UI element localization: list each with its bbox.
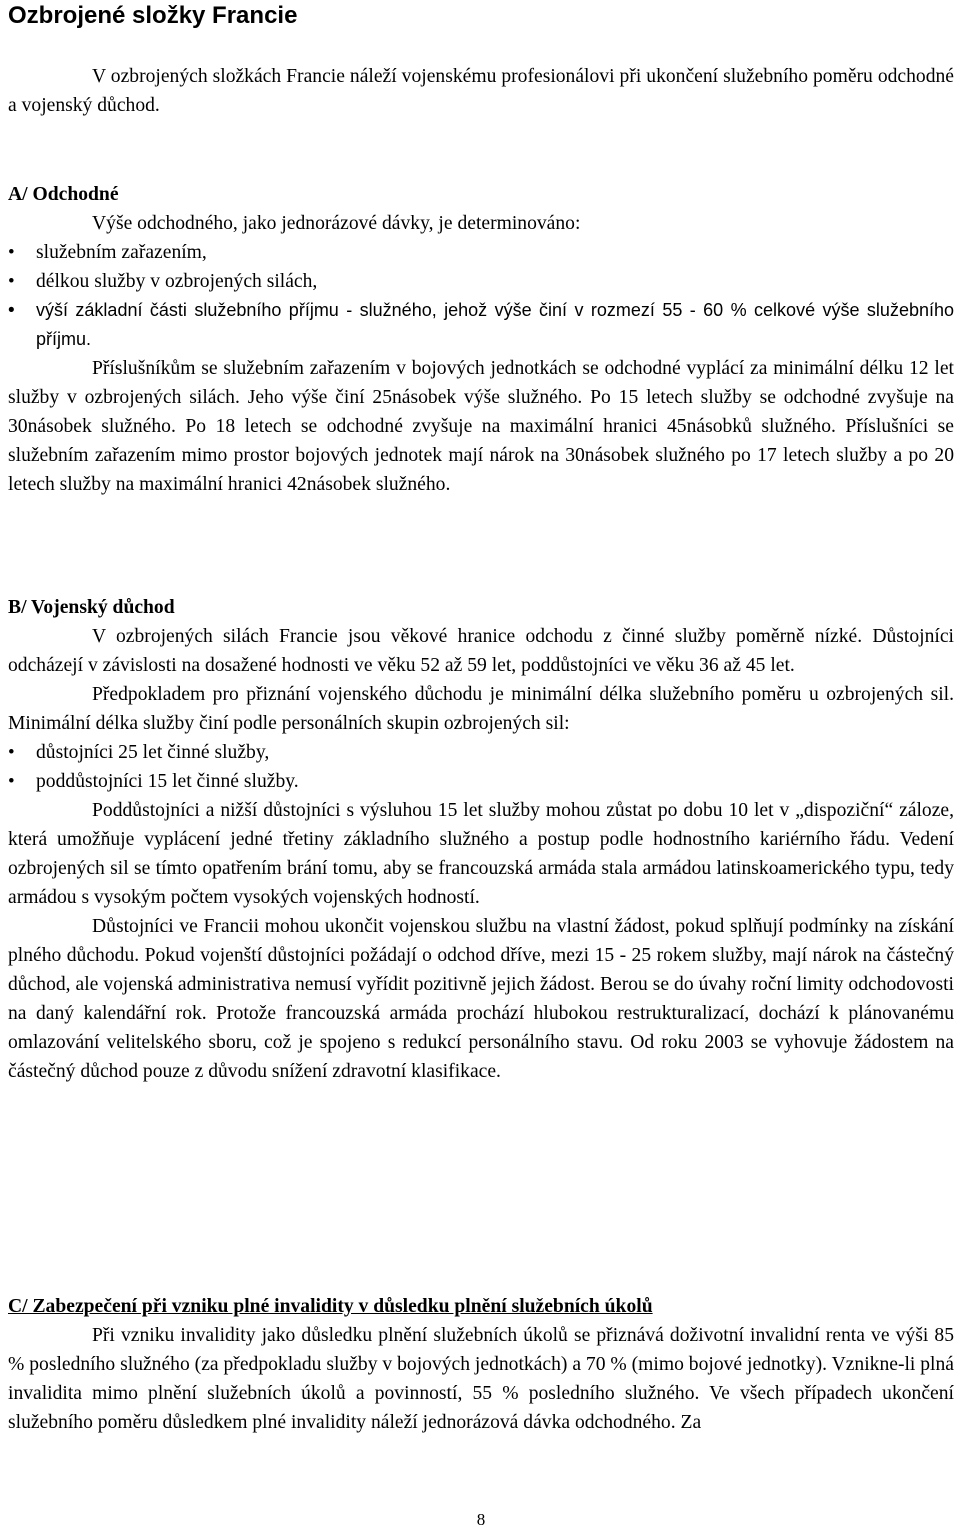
list-item: • poddůstojníci 15 let činné služby. — [8, 767, 954, 796]
section-b-paragraph-1: V ozbrojených silách Francie jsou věkové hranice odchodu z činné služby poměrně nízké. Důstojníci odcházejí v závislosti na dosažené hodnosti ve věku 52 až 59 let, poddůstojníci ve věku 36 až 45 let. — [8, 626, 954, 676]
section-b-paragraph-4: Důstojníci ve Francii mohou ukončit vojenskou službu na vlastní žádost, pokud splňují podmínky na získání plného důchodu. Pokud vojenští důstojníci požádají o odchod dříve, mezi 15 - 25 rokem služby, mají nárok na částečný důchod, ale vojenská administrativa nemusí vyřídit pozitivně jejich žádost. Berou se do úvahy roční limity odchodovosti na daný kalendářní rok. Protože francouzská armáda prochází hlubokou restrukturalizací, dochází k plánovanému omlazování velitelského sboru, což je spojeno s redukcí personálního stavu. Od roku 2003 se vyhovuje žádostem na částečný důchod pouze z důvodu snížení zdravotní klasifikace. — [8, 916, 954, 1082]
section-a-paragraph: Příslušníkům se služebním zařazením v bojových jednotkách se odchodné vyplácí za minimální délku 12 let služby v ozbrojených silách. Jeho výše činí 25násobek výše služného. Po 15 letech služby se odchodné zvyšuje na 30násobek služného. Po 18 letech se odchodné zvyšuje na maximální hranici 45násobků služného. Příslušníci se služebním zařazením mimo prostor bojových jednotek mají nárok na 30násobek služného po 17 letech služby a po 20 letech služby na maximální hranici 42násobek služného. — [8, 358, 954, 495]
section-b-paragraph-2: Předpokladem pro přiznání vojenského důchodu je minimální délka služebního poměru u ozbrojených sil. Minimální délka služby činí podle personálních skupin ozbrojených sil: — [8, 684, 954, 734]
section-b — [8, 593, 954, 1086]
section-c-heading: C/ Zabezpečení při vzniku plné invalidity v důsledku plnění služebních úkolů — [8, 1296, 653, 1317]
section-a-heading: A/ Odchodné — [8, 184, 119, 205]
section-a — [8, 180, 954, 499]
list-item: • výší základní části služebního příjmu - služného, jehož výše činí v rozmezí 55 - 60 % celkové výše služebního příjmu. — [8, 296, 954, 354]
section-b-heading: B/ Vojenský důchod — [8, 597, 175, 618]
section-a-bullet-list — [8, 238, 954, 354]
section-b-bullet-list — [8, 738, 954, 796]
list-item: • délkou služby v ozbrojených silách, — [8, 267, 954, 296]
page-number: 8 — [476, 1510, 486, 1529]
list-item: • důstojníci 25 let činné služby, — [8, 738, 954, 767]
section-a-lead: Výše odchodného, jako jednorázové dávky, je determinováno: — [92, 213, 581, 234]
list-item: • služebním zařazením, — [8, 238, 954, 267]
intro-paragraph — [8, 62, 954, 120]
page-title: Ozbrojené složky Francie — [8, 2, 298, 29]
section-c-paragraph: Při vzniku invalidity jako důsledku plnění služebních úkolů se přiznává doživotní invalidní renta ve výši 85 % posledního služného (za předpokladu služby v bojových jednotkách) a 70 % (mimo bojové jednotky). Vznikne-li plná invalidita mimo plnění služebních úkolů a povinností, 55 % posledního služného. Ve všech případech ukončení služebního poměru důsledkem plné invalidity náleží jednorázová dávka odchodného. Za — [8, 1325, 954, 1433]
section-c — [8, 1292, 954, 1437]
intro-text: V ozbrojených složkách Francie náleží vojenskému profesionálovi při ukončení služebního poměru odchodné a vojenský důchod. — [8, 66, 954, 116]
section-b-paragraph-3: Poddůstojníci a nižší důstojníci s výsluhou 15 let služby mohou zůstat po dobu 10 let v „dispoziční“ záloze, která umožňuje vyplácení jedné třetiny základního služného a postup podle hodnostního kariérního řádu. Vedení ozbrojených sil se tímto opatřením brání tomu, aby se francouzská armáda stala armádou latinskoamerického typu, tedy armádou s vysokým počtem vysokých vojenských hodností. — [8, 800, 954, 908]
